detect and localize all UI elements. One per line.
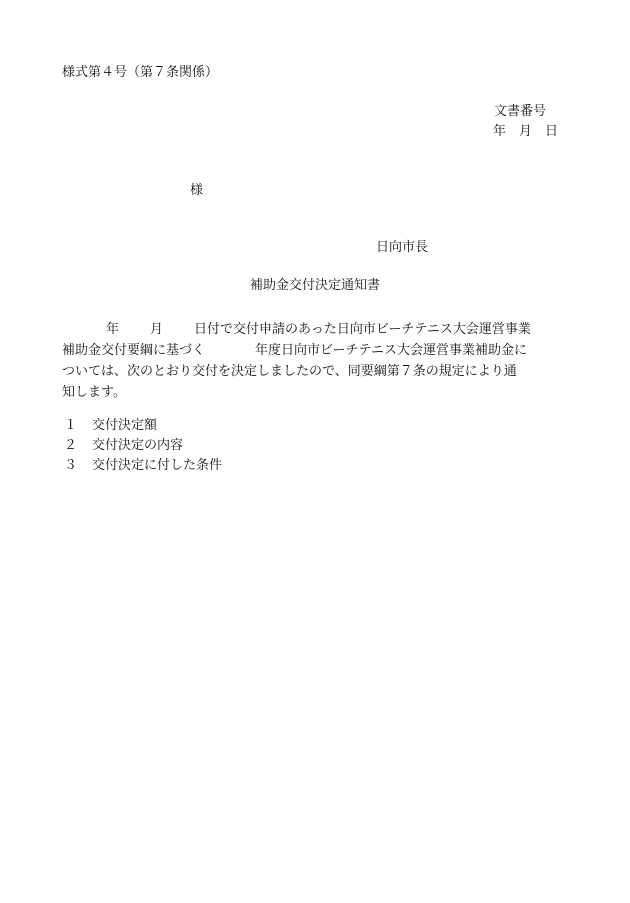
body-line-2-a: 補助金交付要綱に基づく — [62, 343, 206, 358]
document-title: 補助金交付決定通知書 — [249, 278, 380, 293]
item-number: １ — [64, 418, 78, 433]
body-line-1 — [62, 319, 562, 340]
body-line-2-b: 年度日向市ビーチテニス大会運営事業補助金に — [255, 343, 527, 358]
form-label: 様式第４号（第７条関係） — [62, 65, 219, 80]
list-item — [62, 436, 222, 456]
addressee-honorific: 様 — [190, 183, 204, 198]
item-label: 交付決定の内容 — [92, 438, 184, 453]
body-year: 年 — [106, 322, 120, 337]
item-list — [62, 416, 222, 476]
body-line-1-text: 日付で交付申請のあった日向市ビーチテニス大会運営事業 — [194, 322, 531, 337]
document-number-label: 文書番号 — [493, 104, 546, 119]
body-line-3: ついては、次のとおり交付を決定しましたので、同要綱第７条の規定により通 — [62, 364, 517, 379]
notice-body — [62, 319, 562, 403]
item-label: 交付決定額 — [92, 418, 158, 433]
body-line-4: 知します。 — [62, 385, 126, 400]
issuer-name: 日向市長 — [376, 240, 429, 255]
date-line: 年 月 日 — [492, 124, 558, 139]
item-number: ３ — [64, 458, 78, 473]
body-month: 月 — [150, 322, 164, 337]
list-item — [62, 416, 222, 436]
item-number: ２ — [64, 438, 78, 453]
item-label: 交付決定に付した条件 — [92, 458, 223, 473]
body-line-2 — [62, 340, 562, 361]
list-item — [62, 456, 222, 476]
